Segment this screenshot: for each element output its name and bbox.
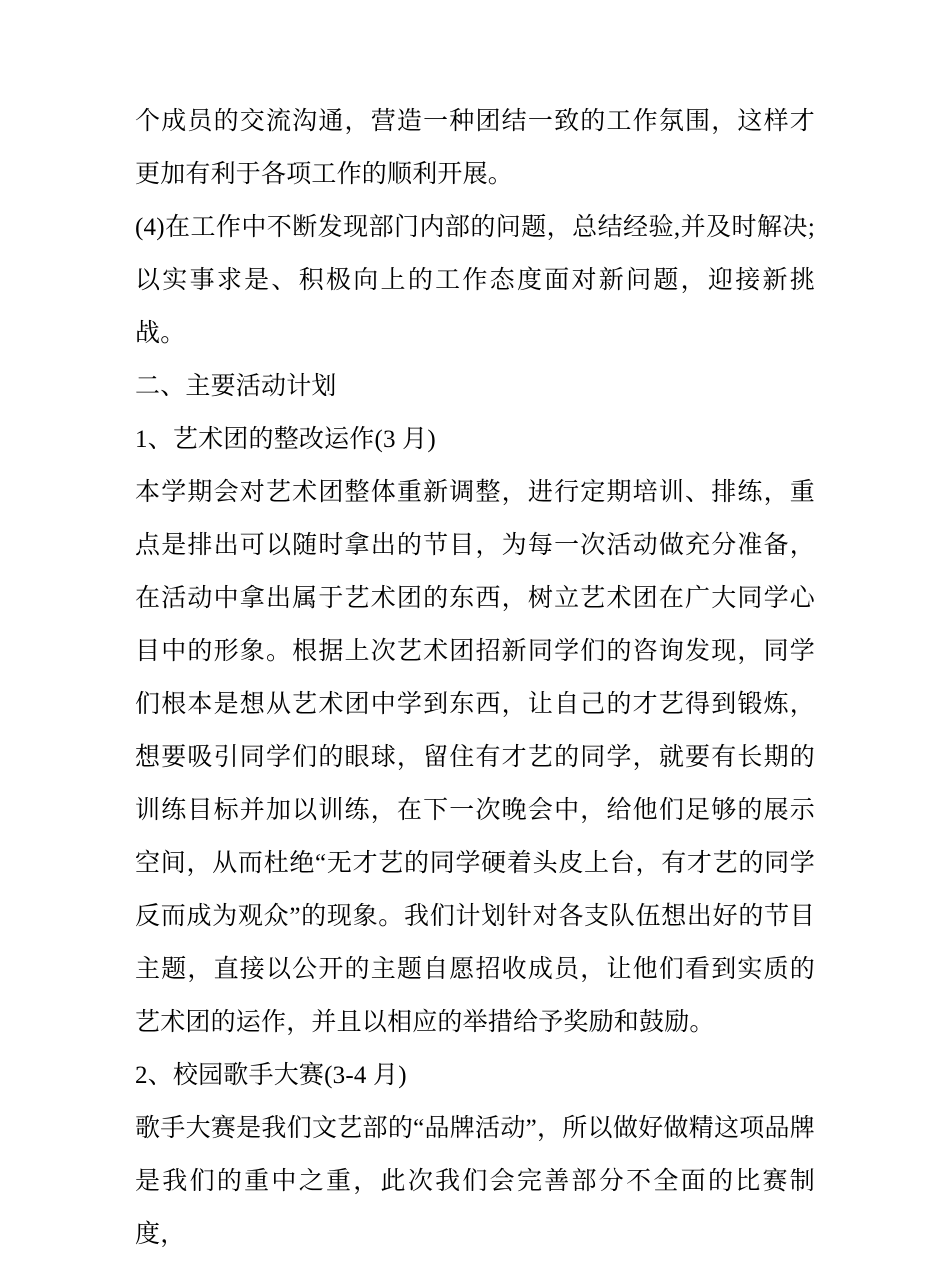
section-heading-main-activities: 二、主要活动计划 xyxy=(135,373,337,400)
section-heading-art-troupe: 1、艺术团的整改运作(3 月) xyxy=(135,426,436,453)
section-heading-singer-contest: 2、校园歌手大赛(3-4 月) xyxy=(135,1062,407,1089)
paragraph-4: 歌手大赛是我们文艺部的“品牌活动”，所以做好做精这项品牌是我们的重中之重，此次我们会完善部分不全面的比赛制度， xyxy=(135,1115,815,1248)
paragraph-1: 个成员的交流沟通，营造一种团结一致的工作氛围，这样才更加有利于各项工作的顺利开展。 xyxy=(135,108,815,188)
paragraph-2: (4)在工作中不断发现部门内部的问题，总结经验,并及时解决;以实事求是、积极向上的工作态度面对新问题，迎接新挑战。 xyxy=(135,214,815,347)
document-body xyxy=(135,95,815,1261)
paragraph-3: 本学期会对艺术团整体重新调整，进行定期培训、排练，重点是排出可以随时拿出的节目，为每一次活动做充分准备，在活动中拿出属于艺术团的东西，树立艺术团在广大同学心目中的形象。根据上次艺术团招新同学们的咨询发现，同学们根本是想从艺术团中学到东西，让自己的才艺得到锻炼，想要吸引同学们的眼球，留住有才艺的同学，就要有长期的训练目标并加以训练，在下一次晚会中，给他们足够的展示空间，从而杜绝“无才艺的同学硬着头皮上台，有才艺的同学反而成为观众”的现象。我们计划针对各支队伍想出好的节目主题，直接以公开的主题自愿招收成员，让他们看到实质的艺术团的运作，并且以相应的举措给予奖励和鼓励。 xyxy=(135,479,815,1036)
